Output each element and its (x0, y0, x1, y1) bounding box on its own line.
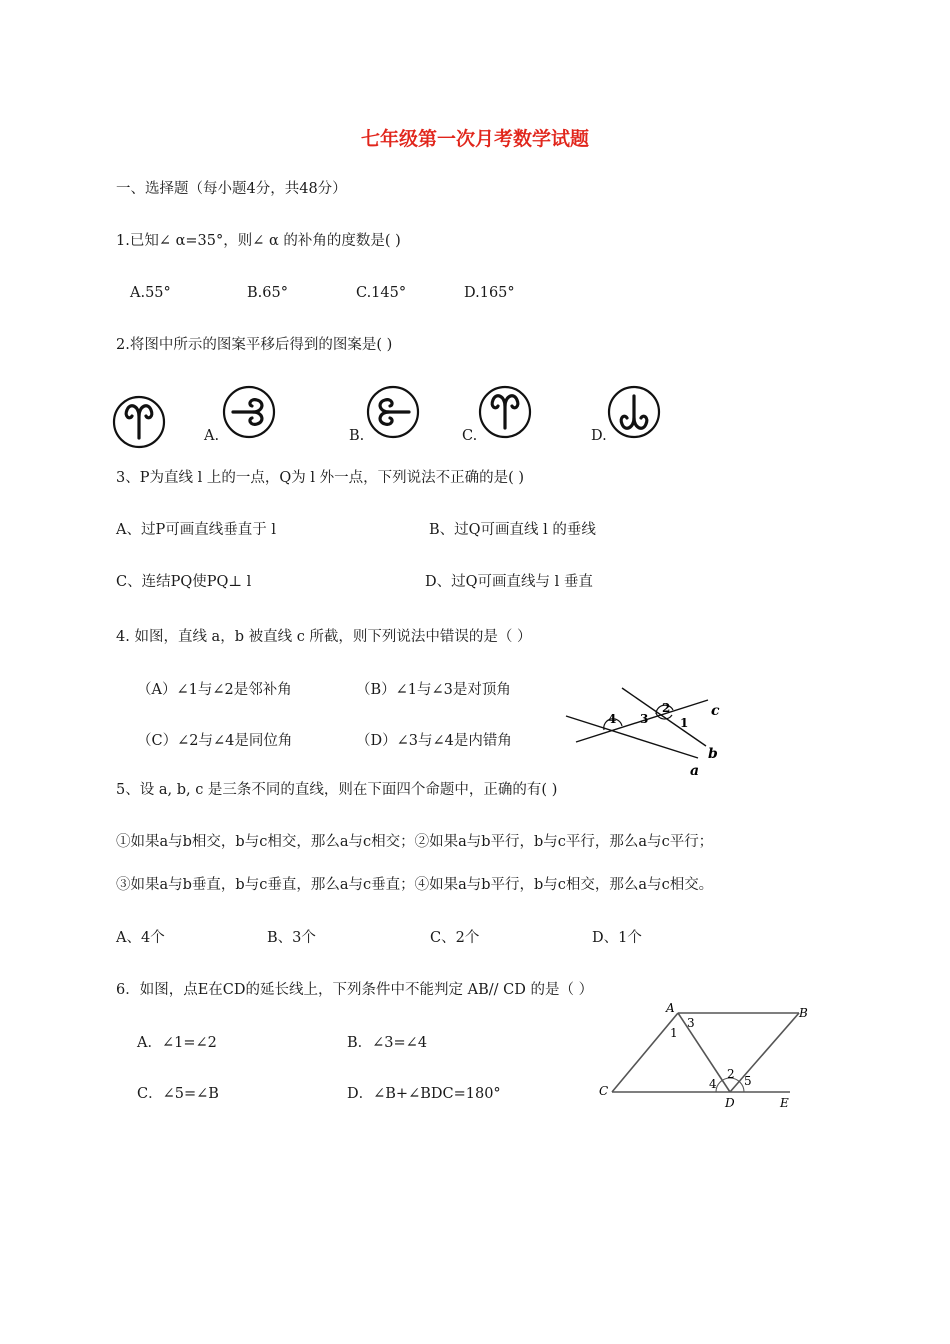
label-a: a (690, 763, 700, 779)
q4-option-b: （B）∠1与∠3是对顶角 (356, 682, 511, 698)
question-2-stem: 2.将图中所示的图案平移后得到的图案是( ) (116, 337, 393, 353)
q3-option-c: C、连结PQ使PQ⊥ l (116, 574, 252, 590)
q2-option-a-label: A. (204, 428, 220, 444)
question-6-stem: 6．如图，点E在CD的延长线上，下列条件中不能判定 AB// CD 的是（ ） (116, 982, 594, 998)
label-A: A (666, 1001, 675, 1015)
label-2: 2 (662, 701, 671, 715)
label-c: c (711, 703, 720, 719)
label-1: 1 (670, 1026, 678, 1040)
label-B: B (799, 1006, 808, 1020)
q3-option-a: A、过P可画直线垂直于 l (116, 522, 276, 538)
question-4-stem: 4. 如图，直线 a，b 被直线 c 所截，则下列说法中错误的是（ ） (116, 629, 532, 645)
q2-option-b-label: B. (349, 428, 365, 444)
q3-option-d: D、过Q可画直线与 l 垂直 (425, 574, 593, 590)
q6-option-b: B．∠3=∠4 (347, 1035, 428, 1051)
segment-ac (612, 1013, 678, 1092)
q1-option-a: A.55° (130, 285, 171, 301)
label-C: C (599, 1084, 609, 1098)
q1-option-d: D.165° (464, 285, 515, 301)
q2-option-a-pattern (221, 384, 277, 440)
q2-option-c-pattern (477, 384, 533, 440)
q6-parallelogram-figure (594, 998, 824, 1110)
label-2: 2 (727, 1067, 735, 1081)
label-3: 3 (640, 712, 649, 726)
q6-option-c: C．∠5=∠B (137, 1086, 219, 1102)
q3-option-b: B、过Q可画直线 l 的垂线 (429, 522, 596, 538)
q6-option-a: A．∠1=∠2 (137, 1035, 217, 1051)
label-E: E (780, 1096, 789, 1110)
q1-option-c: C.145° (356, 285, 407, 301)
label-5: 5 (744, 1074, 752, 1088)
q5-option-d: D、1个 (592, 930, 642, 946)
q2-option-d-pattern (606, 384, 662, 440)
question-1-stem: 1.已知∠ α=35°，则∠ α 的补角的度数是( ) (116, 233, 401, 249)
q2-original-pattern (110, 390, 170, 450)
q5-option-c: C、2个 (430, 930, 480, 946)
q5-option-a: A、4个 (116, 930, 165, 946)
q6-option-d: D．∠B+∠BDC=180° (347, 1086, 501, 1102)
q4-lines-figure (556, 682, 736, 782)
label-D: D (725, 1096, 735, 1110)
q5-proposition-line-1: ①如果a与b相交，b与c相交，那么a与c相交；②如果a与b平行，b与c平行，那么a与c平行； (116, 834, 714, 850)
line-a (566, 716, 698, 758)
q2-option-c-label: C. (462, 428, 478, 444)
exam-title: 七年级第一次月考数学试题 (360, 128, 589, 150)
q5-option-b: B、3个 (267, 930, 316, 946)
label-b: b (708, 746, 718, 762)
q2-option-b-pattern (365, 384, 421, 440)
label-4: 4 (709, 1077, 717, 1091)
label-4: 4 (608, 712, 617, 726)
q2-option-d-label: D. (591, 428, 607, 444)
q4-option-c: （C）∠2与∠4是同位角 (137, 733, 293, 749)
label-1: 1 (680, 716, 689, 730)
question-3-stem: 3、P为直线 l 上的一点，Q为 l 外一点，下列说法不正确的是( ) (116, 470, 525, 486)
q4-option-a: （A）∠1与∠2是邻补角 (137, 682, 292, 698)
q4-option-d: （D）∠3与∠4是内错角 (356, 733, 512, 749)
label-3: 3 (687, 1016, 695, 1030)
q5-proposition-line-2: ③如果a与b垂直，b与c垂直，那么a与c垂直；④如果a与b平行，b与c相交，那么a与c相交。 (116, 877, 714, 893)
question-5-stem: 5、设 a, b, c 是三条不同的直线，则在下面四个命题中，正确的有( ) (116, 782, 558, 798)
segment-bd (730, 1013, 799, 1092)
section-heading: 一、选择题（每小题4分，共48分） (116, 181, 347, 197)
q1-option-b: B.65° (247, 285, 288, 301)
